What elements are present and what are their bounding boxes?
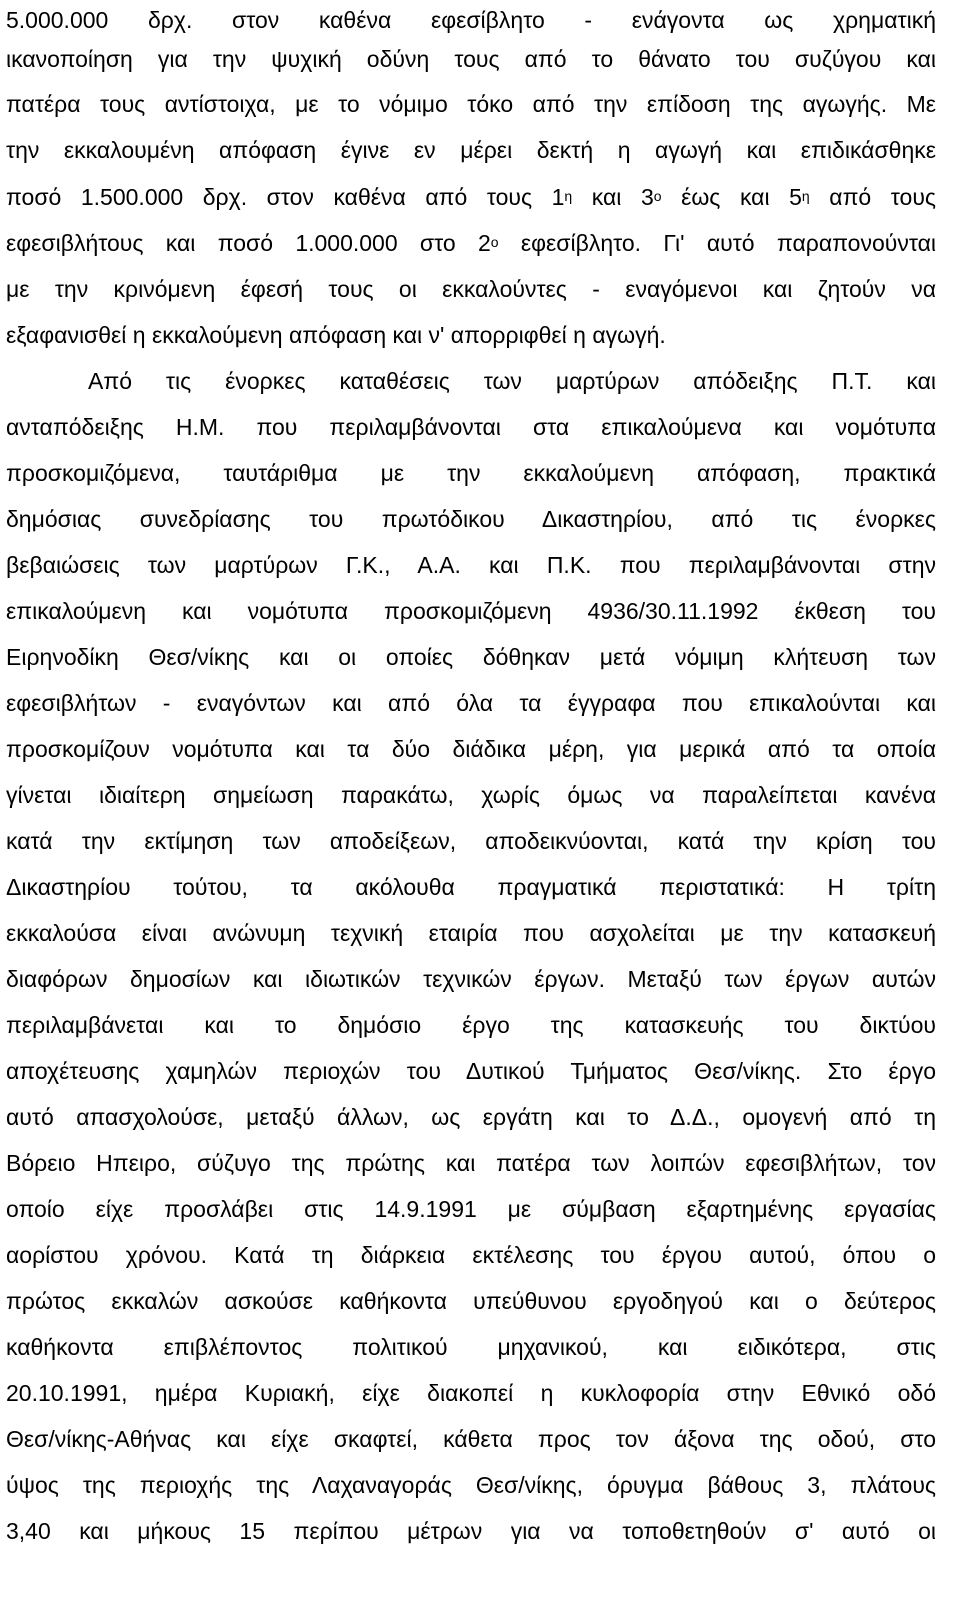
text-line: καθήκοντα επιβλέποντος πολιτικού μηχανικού, και ειδικότερα, στις (6, 1334, 936, 1360)
text-line: Από τις ένορκες καταθέσεις των μαρτύρων απόδειξης Π.Τ. και (88, 368, 936, 394)
text-line: γίνεται ιδιαίτερη σημείωση παρακάτω, χωρίς όμως να παραλείπεται κανένα (6, 782, 936, 808)
text-line: εξαφανισθεί η εκκαλούμενη απόφαση και ν' απορριφθεί η αγωγή. (6, 322, 666, 348)
text-line: προσκομιζόμενα, ταυτάριθμα με την εκκαλούμενη απόφαση, πρακτικά (6, 460, 936, 486)
text-line: επικαλούμενη και νομότυπα προσκομιζόμενη 4936/30.11.1992 έκθεση του (6, 598, 936, 624)
text-line: Θεσ/νίκης-Αθήνας και είχε σκαφτεί, κάθετα προς τον άξονα της οδού, στο (6, 1426, 936, 1452)
text-line: 20.10.1991, ημέρα Κυριακή, είχε διακοπεί η κυκλοφορία στην Εθνικό οδό (6, 1380, 936, 1406)
text-line: ύψος της περιοχής της Λαχαναγοράς Θεσ/νίκης, όρυγμα βάθους 3, πλάτους (6, 1472, 936, 1498)
text-line: κατά την εκτίμηση των αποδείξεων, αποδεικνύονται, κατά την κρίση του (6, 828, 936, 854)
text-line: βεβαιώσεις των μαρτύρων Γ.Κ., Α.Α. και Π.Κ. που περιλαμβάνονται στην (6, 552, 936, 578)
text-line: πρώτος εκκαλών ασκούσε καθήκοντα υπεύθυνου εργοδηγού και ο δεύτερος (6, 1288, 936, 1314)
text-line: Ειρηνοδίκη Θεσ/νίκης και οι οποίες δόθηκαν μετά νόμιμη κλήτευση των (6, 644, 936, 670)
text-line: ανταπόδειξης Η.Μ. που περιλαμβάνονται στα επικαλούμενα και νομότυπα (6, 414, 936, 440)
text-line: προσκομίζουν νομότυπα και τα δύο διάδικα μέρη, για μερικά από τα οποία (6, 736, 936, 762)
text-line: αποχέτευσης χαμηλών περιοχών του Δυτικού Τμήματος Θεσ/νίκης. Στο έργο (6, 1058, 936, 1084)
text-line: 3,40 και μήκους 15 περίπου μέτρων για να τοποθετηθούν σ' αυτό οι (6, 1518, 936, 1544)
text-line: πατέρα τους αντίστοιχα, με το νόμιμο τόκο από την επίδοση της αγωγής. Με (6, 91, 936, 117)
text-line: Δικαστηρίου τούτου, τα ακόλουθα πραγματικά περιστατικά: Η τρίτη (6, 874, 936, 900)
text-line: την εκκαλουμένη απόφαση έγινε εν μέρει δεκτή η αγωγή και επιδικάσθηκε (6, 137, 936, 163)
text-line: εφεσιβλήτους και ποσό 1.000.000 στο $2^o$ εφεσίβλητο. Γι' αυτό παραπονούνται (6, 230, 936, 256)
text-line: εφεσιβλήτων - εναγόντων και από όλα τα έγγραφα που επικαλούνται και (6, 690, 936, 716)
text-line: ικανοποίηση για την ψυχική οδύνη τους από το θάνατο του συζύγου και (6, 46, 936, 72)
text-line: εκκαλούσα είναι ανώνυμη τεχνική εταιρία που ασχολείται με την κατασκευή (6, 920, 936, 946)
text-line: 5.000.000 δρχ. στον καθένα εφεσίβλητο - ενάγοντα ως χρηματική (6, 7, 936, 33)
text-line: αορίστου χρόνου. Κατά τη διάρκεια εκτέλεσης του έργου αυτού, όπου ο (6, 1242, 936, 1268)
text-line: διαφόρων δημοσίων και ιδιωτικών τεχνικών έργων. Μεταξύ των έργων αυτών (6, 966, 936, 992)
text-line: οποίο είχε προσλάβει στις 14.9.1991 με σύμβαση εξαρτημένης εργασίας (6, 1196, 936, 1222)
text-line: με την κρινόμενη έφεσή τους οι εκκαλούντες - εναγόμενοι και ζητούν να (6, 276, 936, 302)
text-line: περιλαμβάνεται και το δημόσιο έργο της κατασκευής του δικτύου (6, 1012, 936, 1038)
text-line: ποσό 1.500.000 δρχ. στον καθένα από τους $1^\eta$ και $3^o$ έως και $5^\eta$ από τους (6, 184, 936, 210)
text-line: Βόρειο Ηπειρο, σύζυγο της πρώτης και πατέρα των λοιπών εφεσιβλήτων, τον (6, 1150, 936, 1176)
text-line: δημόσιας συνεδρίασης του πρωτόδικου Δικαστηρίου, από τις ένορκες (6, 506, 936, 532)
text-line: αυτό απασχολούσε, μεταξύ άλλων, ως εργάτη και το Δ.Δ., ομογενή από τη (6, 1104, 936, 1130)
